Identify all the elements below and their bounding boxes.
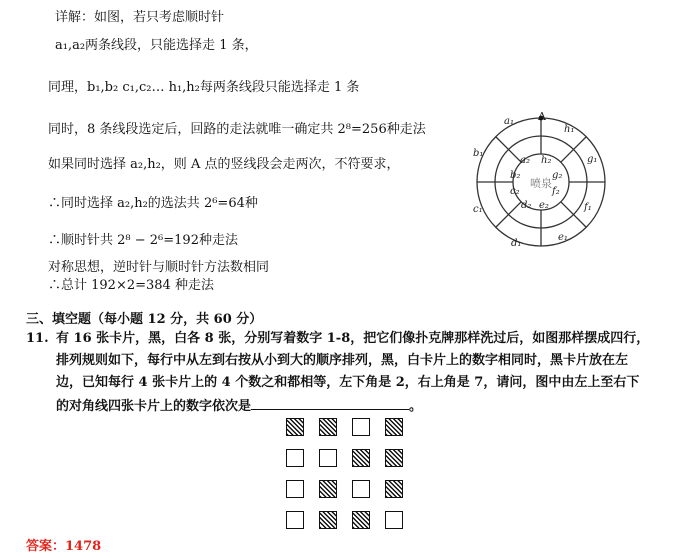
card-white-r1c3 [352,418,370,436]
card-black-r4c3 [352,511,370,529]
outer-label-a1: a₁ [504,116,514,127]
answer-text: 答案：1478 [26,539,102,554]
spoke-outer-1 [574,137,587,150]
card-white-r2c1 [286,449,304,467]
inner-label-d2: d₂ [521,200,532,211]
solution-line-8: 对称思想，逆时针与顺时针方法数相同 [48,260,270,275]
question-line-4-text: 的对角线四张卡片上的数字依次是 [56,399,252,414]
card-black-r3c2 [319,480,337,498]
card-black-r2c4 [385,449,403,467]
inner-label-f2: f₂ [552,186,560,197]
solution-line-5: 如果同时选择 a₂,h₂，则 A 点的竖线段会走两次，不符要求， [48,157,400,172]
solution-line-6: ∴同时选择 a₂,h₂的选法共 2⁶=64种 [48,196,258,211]
inner-label-g2: g₂ [552,170,563,181]
card-black-r1c4 [385,418,403,436]
inner-label-h2: h₂ [541,155,552,166]
spoke-outer-3 [574,215,587,228]
solution-line-9: ∴总计 192×2=384 种走法 [48,278,214,293]
answer-blank [251,397,409,410]
card-black-r1c2 [319,418,337,436]
section-heading: 三、填空题（每小题 12 分，共 60 分） [26,312,263,327]
fountain-path-diagram [466,112,616,252]
point-a-label: A [538,112,546,123]
inner-label-e2: e₂ [539,200,549,211]
card-black-r1c1 [286,418,304,436]
outer-label-g1: g₁ [587,154,598,165]
solution-line-7: ∴顺时针共 2⁸ − 2⁶=192种走法 [48,233,238,248]
card-black-r3c4 [385,480,403,498]
question-line-4 [56,397,422,415]
outer-label-d1: d₁ [511,238,522,249]
question-number: 11. [26,331,49,346]
inner-label-a2: a₂ [520,155,530,166]
spoke-outer-7 [496,137,509,150]
solution-line-4: 同时，8 条线段选定后，回路的走法就唯一确定共 2⁸=256种走法 [48,122,426,137]
question-line-4-end: 。 [409,399,423,414]
solution-line-1: 详解：如图，若只考虑顺时针 [55,10,225,25]
question-line-3: 边，已知每行 4 张卡片上的 4 个数之和都相等，左下角是 2，右上角是 7，请问，图中由左上至右下 [56,375,640,390]
card-white-r2c2 [319,449,337,467]
spoke-outer-5 [496,215,509,228]
spoke-inner-1 [561,149,574,162]
inner-label-b2: b₂ [510,170,521,181]
solution-line-3: 同理，b₁,b₂ c₁,c₂… h₁,h₂每两条线段只能选择走 1 条 [48,80,360,95]
card-black-r2c3 [352,449,370,467]
solution-line-2: a₁,a₂两条线段，只能选择走 1 条， [55,38,258,53]
card-white-r4c4 [385,511,403,529]
outer-label-b1: b₁ [473,148,484,159]
spoke-inner-3 [561,202,574,215]
question-line-2: 排列规则如下，每行中从左到右按从小到大的顺序排列，黑，白卡片上的数字相同时，黑卡片放在左 [56,353,629,368]
inner-label-c2: c₂ [510,186,520,197]
card-white-r3c3 [352,480,370,498]
question-line-1: 有 16 张卡片，黑，白各 8 张，分别写着数字 1-8，把它们像扑克牌那样洗过后，如图那样摆成四行， [56,331,650,346]
outer-label-f1: f₁ [584,202,592,213]
outer-label-e1: e₁ [558,232,568,243]
outer-label-c1: c₁ [473,204,483,215]
outer-label-h1: h₁ [564,124,575,135]
card-white-r3c1 [286,480,304,498]
spoke-inner-5 [508,202,521,215]
card-white-r4c1 [286,511,304,529]
card-black-r4c2 [319,511,337,529]
fountain-label: 喷泉 [530,177,552,190]
